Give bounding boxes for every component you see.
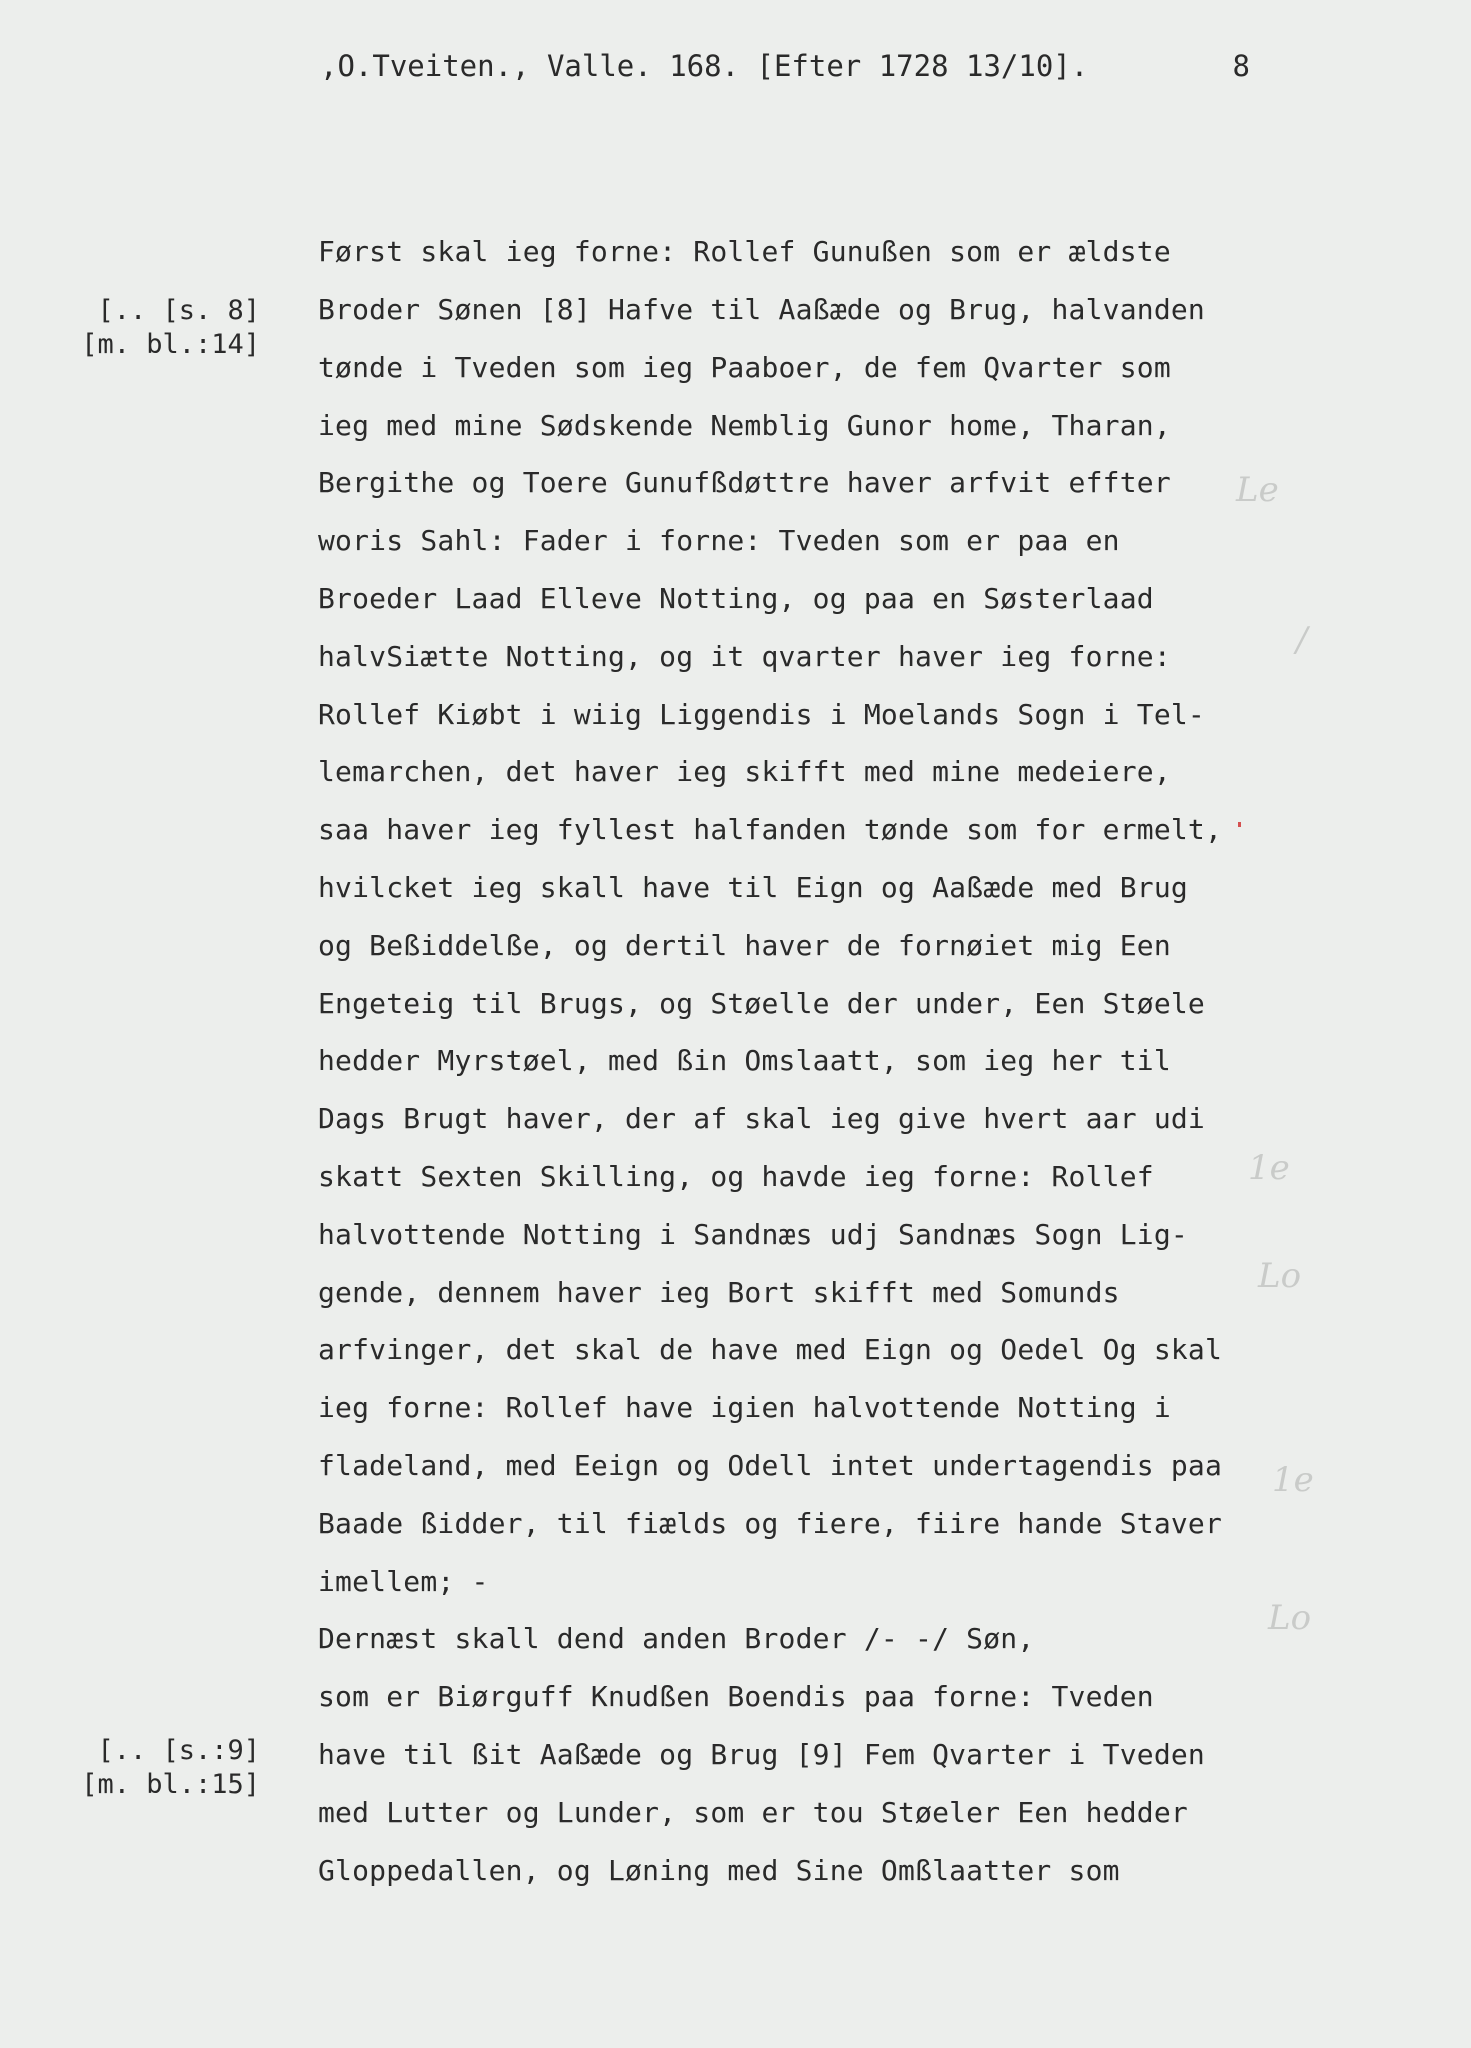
text-line: arfvinger, det skal de have med Eign og Oedel Og skal — [318, 1333, 1223, 1366]
text-line: Engeteig til Brugs, og Støelle der under, Een Støele — [318, 987, 1205, 1020]
header-title: ,O.Tveiten., Valle. 168. [Efter 1728 13/10]. — [320, 49, 1089, 83]
text-line: Først skal ieg forne: Rollef Gunußen som er ældste — [318, 235, 1171, 268]
text-line: hedder Myrstøel, med ßin Omslaatt, som ieg her til — [318, 1044, 1171, 1077]
text-line: Baade ßidder, til fiælds og fiere, fiire hande Staver — [318, 1507, 1223, 1540]
pencil-mark: Lo — [1258, 1256, 1302, 1296]
pencil-mark: Le — [1236, 470, 1279, 510]
text-line: med Lutter og Lunder, som er tou Støeler Een hedder — [318, 1796, 1188, 1829]
margin-note-line: [m. bl.:14] — [81, 329, 260, 360]
text-line: tønde i Tveden som ieg Paaboer, de fem Qvarter som — [318, 351, 1171, 384]
text-line: Dernæst skall dend anden Broder /- -/ Søn, — [318, 1622, 1035, 1655]
pencil-mark: 1e — [1272, 1460, 1314, 1500]
pencil-mark: Lo — [1268, 1598, 1312, 1638]
pencil-mark: / — [1296, 620, 1308, 660]
text-line: Dags Brugt haver, der af skal ieg give hvert aar udi — [318, 1102, 1205, 1135]
margin-note — [30, 294, 260, 362]
text-line: imellem; - — [318, 1565, 489, 1598]
text-line: og Beßiddelße, og dertil haver de fornøiet mig Een — [318, 929, 1171, 962]
margin-note-line: [.. [s. 8] — [97, 295, 260, 326]
margin-note-line: [.. [s.:9] — [97, 1735, 260, 1766]
text-line: Bergithe og Toere Gunufßdøttre haver arfvit effter — [318, 466, 1171, 499]
text-line: lemarchen, det haver ieg skifft med mine medeiere, — [318, 755, 1171, 788]
page-header — [320, 44, 1250, 88]
text-line: have til ßit Aaßæde og Brug [9] Fem Qvarter i Tveden — [318, 1738, 1205, 1771]
text-line: fladeland, med Eeign og Odell intet undertagendis paa — [318, 1449, 1223, 1482]
pencil-mark: 1e — [1248, 1148, 1290, 1188]
text-line: skatt Sexten Skilling, og havde ieg forne: Rollef — [318, 1160, 1154, 1193]
text-line: saa haver ieg fyllest halfanden tønde som for ermelt, — [318, 813, 1223, 846]
margin-note — [30, 1734, 260, 1802]
text-line: Broder Sønen [8] Hafve til Aaßæde og Brug, halvanden — [318, 293, 1205, 326]
text-line: Gloppedallen, og Løning med Sine Omßlaatter som — [318, 1854, 1120, 1887]
text-line: woris Sahl: Fader i forne: Tveden som er paa en — [318, 524, 1120, 557]
text-line: halvSiætte Notting, og it qvarter haver ieg forne: — [318, 640, 1171, 673]
text-line: ieg forne: Rollef have igien halvottende Notting i — [318, 1391, 1171, 1424]
text-line: hvilcket ieg skall have til Eign og Aaßæde med Brug — [318, 871, 1188, 904]
page-number: 8 — [1232, 49, 1250, 83]
margin-note-line: [m. bl.:15] — [81, 1769, 260, 1800]
text-line: Rollef Kiøbt i wiig Liggendis i Moelands Sogn i Tel- — [318, 698, 1205, 731]
text-line: ieg med mine Sødskende Nemblig Gunor home, Tharan, — [318, 409, 1171, 442]
red-speck — [1238, 822, 1241, 827]
text-line: som er Biørguff Knudßen Boendis paa forne: Tveden — [318, 1680, 1154, 1713]
text-line: gende, dennem haver ieg Bort skifft med Somunds — [318, 1276, 1120, 1309]
text-line: halvottende Notting i Sandnæs udj Sandnæs Sogn Lig- — [318, 1218, 1188, 1251]
text-line: Broeder Laad Elleve Notting, og paa en Søsterlaad — [318, 582, 1154, 615]
